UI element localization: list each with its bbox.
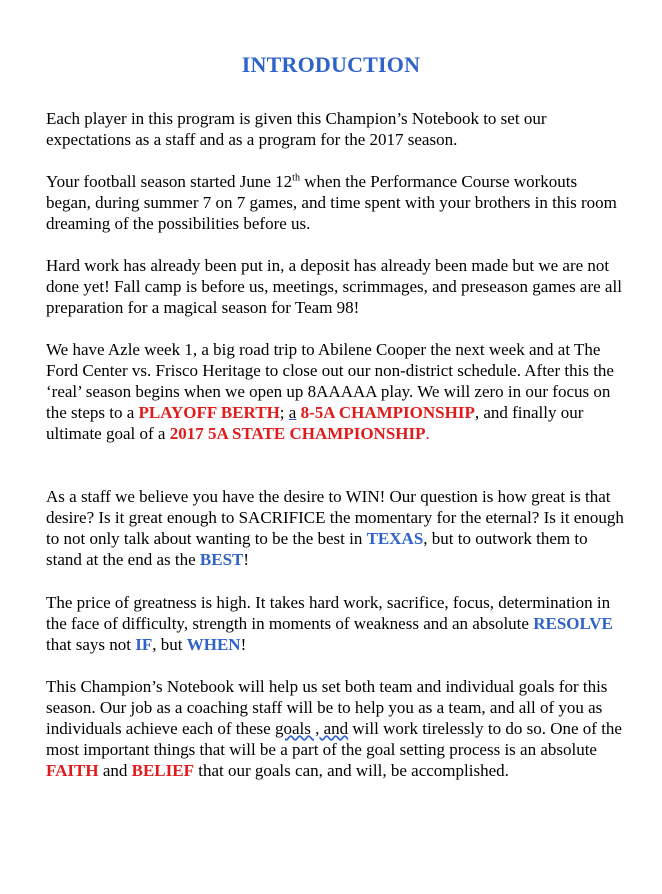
emphasis-faith: FAITH bbox=[46, 761, 99, 780]
paragraph-notebook-goals bbox=[46, 676, 626, 781]
emphasis-when: WHEN bbox=[186, 635, 241, 654]
emphasis-belief: BELIEF bbox=[131, 761, 194, 780]
emphasis-state-championship: 2017 5A STATE CHAMPIONSHIP bbox=[169, 424, 426, 443]
paragraph-text: . bbox=[425, 424, 430, 443]
paragraph-text: Hard work has already been put in, a deposit has already been made but we are not done yet! Fall camp is before us, meetings, scrimmages, and preseason games are all preparation for a magical season for Team 98! bbox=[46, 256, 622, 317]
paragraph-season-start bbox=[46, 171, 626, 234]
paragraph-text: , but bbox=[152, 635, 187, 654]
grammar-flagged-text: goals , and bbox=[274, 719, 349, 738]
emphasis-playoff-berth: PLAYOFF BERTH bbox=[138, 403, 280, 422]
paragraph-intro bbox=[46, 108, 626, 150]
paragraph-text: ! bbox=[243, 550, 250, 569]
page-title: INTRODUCTION bbox=[241, 52, 421, 77]
superscript-th: th bbox=[292, 172, 300, 184]
paragraph-text: ! bbox=[240, 635, 247, 654]
paragraph-text: This Champion’s Notebook will help us set both team and individual goals for this season. Our job as a coaching staff will be to help you as a team, and all of you as individuals achieve each of these bbox=[46, 677, 608, 738]
paragraph-text: and bbox=[98, 761, 132, 780]
paragraph-text: Your football season started June 12 bbox=[46, 172, 293, 191]
paragraph-text: As a staff we believe you have the desire to WIN! Our question is how great is that desire? Is it great enough to SACRIFICE the momentary for the eternal? Is it enough to not only talk about wanting to be the best in bbox=[46, 487, 624, 548]
paragraph-text: that says not bbox=[46, 635, 136, 654]
paragraph-text: ; bbox=[279, 403, 289, 422]
paragraph-text: will work tirelessly to do so. One of the most important things that will be a part of the goal setting process is an absolute bbox=[46, 719, 622, 759]
paragraph-schedule bbox=[46, 339, 626, 444]
paragraph-text: , and finally our ultimate goal of a bbox=[46, 403, 584, 443]
paragraph-text: that our goals can, and will, be accomplished. bbox=[193, 761, 509, 780]
paragraph-text: , but to outwork them to stand at the end as the bbox=[46, 529, 588, 569]
paragraph-text: when the Performance Course workouts began, during summer 7 on 7 games, and time spent with your brothers in this room dreaming of the possibilities before us. bbox=[46, 172, 617, 233]
emphasis-resolve: RESOLVE bbox=[533, 614, 613, 633]
emphasis-if: IF bbox=[135, 635, 153, 654]
underlined-a: a bbox=[288, 403, 297, 422]
paragraph-text: We have Azle week 1, a big road trip to Abilene Cooper the next week and at The Ford Center vs. Frisco Heritage to close out our non-district schedule. After this the ‘real’ season begins when we open up 8AAAAA play. We will zero in our focus on the steps to a bbox=[46, 340, 614, 422]
paragraph-text: The price of greatness is high. It takes hard work, sacrifice, focus, determination in the face of difficulty, strength in moments of weakness and an absolute bbox=[46, 593, 611, 633]
paragraph-text: Each player in this program is given this Champion’s Notebook to set our expectations as a staff and as a program for the 2017 season. bbox=[46, 109, 547, 149]
emphasis-texas: TEXAS bbox=[366, 529, 424, 548]
emphasis-district-championship: 8-5A CHAMPIONSHIP bbox=[300, 403, 475, 422]
paragraph-greatness bbox=[46, 592, 626, 655]
paragraph-desire bbox=[46, 486, 626, 570]
paragraph-hard-work bbox=[46, 255, 626, 318]
emphasis-best: BEST bbox=[199, 550, 244, 569]
